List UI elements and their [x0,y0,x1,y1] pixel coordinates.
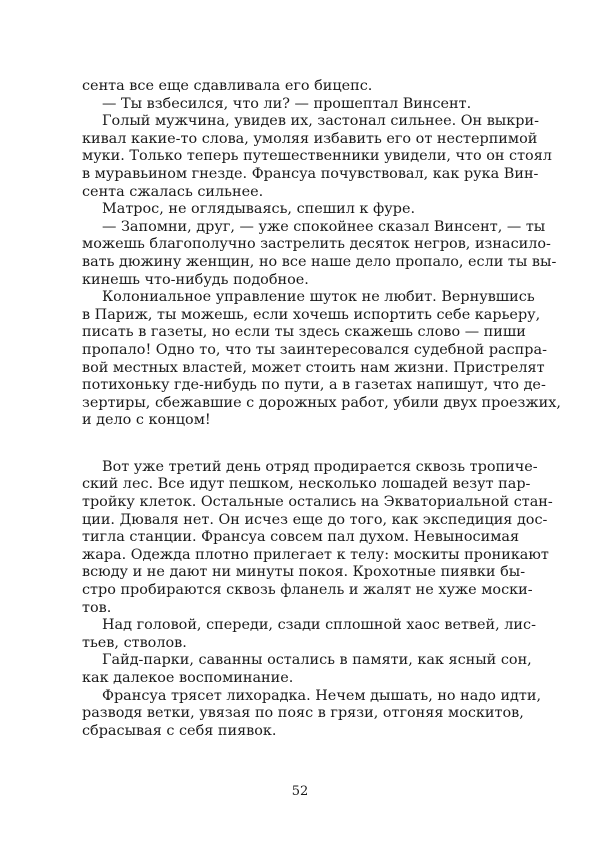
text-line: ский лес. Все идут пешком, несколько лошадей везут пар- [82,476,531,493]
text-line: вой местных властей, может стоить нам жизни. Пристрелят [82,359,545,376]
text-line: и дело с концом! [82,412,211,429]
text-line: тов. [82,599,112,616]
book-page [82,78,561,740]
text-line: пропало! Одно то, что ты заинтересовался судебной распра- [82,341,547,358]
text-line: Над головой, спереди, сзади сплошной хаос ветвей, лис- [102,617,536,634]
text-line: разводя ветки, увязая по пояс в грязи, отгоняя москитов, [82,705,524,722]
text-line: кинешь что-нибудь подобное. [82,271,309,288]
text-line: муки. Только теперь путешественники увидели, что он стоял [82,148,552,165]
text-section-2 [82,458,553,741]
text-line: жара. Одежда плотно прилегает к телу: москиты проникают [82,546,549,563]
text-line: всюду и не дают ни минуты покоя. Крохотные пиявки бы- [82,564,526,581]
text-line: сента сжалась сильнее. [82,183,264,200]
page-number: 52 [291,784,309,799]
text-line: сента все еще сдавливала его бицепс. [82,78,373,94]
text-line: тройку клеток. Остальные остались на Экваториальной стан- [82,494,553,511]
text-section-1 [82,78,561,430]
text-line: — Ты взбесился, что ли? — прошептал Винсент. [102,95,472,112]
section-break [82,430,518,459]
text-line: Вот уже третий день отряд продирается сквозь тропиче- [102,458,538,475]
text-line: Голый мужчина, увидев их, застонал сильнее. Он выкри- [102,113,539,130]
text-line: кивал какие-то слова, умоляя избавить его от нестерпимой [82,130,538,147]
text-line: Франсуа трясет лихорадка. Нечем дышать, но надо идти, [102,687,542,704]
text-line: в Париж, ты можешь, если хочешь испортить себе карьеру, [82,306,541,323]
text-line: в муравьином гнезде. Франсуа почувствовал, как рука Вин- [82,165,539,182]
text-line: Матрос, не оглядываясь, спешил к фуре. [102,201,416,218]
text-line: как далекое воспоминание. [82,670,294,686]
text-line: Колониальное управление шуток не любит. Вернувшись [102,289,535,306]
text-line: тигла станции. Франсуа совсем пал духом. Невыносимая [82,529,520,546]
text-line: — Запомни, друг, — уже спокойнее сказал Винсент, — ты [102,218,546,235]
text-line: потихоньку где-нибудь по пути, а в газетах напишут, что де- [82,377,546,394]
text-line: сбрасывая с себя пиявок. [82,722,277,739]
text-line: вать дюжину женщин, но все наше дело пропало, если ты вы- [82,253,557,270]
text-line: можешь благополучно застрелить десяток негров, изнасило- [82,236,551,253]
text-line: писать в газеты, но если ты здесь скажешь слово — пиши [82,324,526,341]
text-line: стро пробираются сквозь фланель и жалят не хуже моски- [82,582,533,599]
text-line: ции. Дюваля нет. Он исчез еще до того, как экспедиция дос- [82,511,548,528]
text-line: тьев, стволов. [82,634,187,651]
text-line: Гайд-парки, саванны остались в памяти, как ясный сон, [102,652,532,669]
text-line: зертиры, сбежавшие с дорожных работ, убили двух проезжих, [82,394,561,411]
